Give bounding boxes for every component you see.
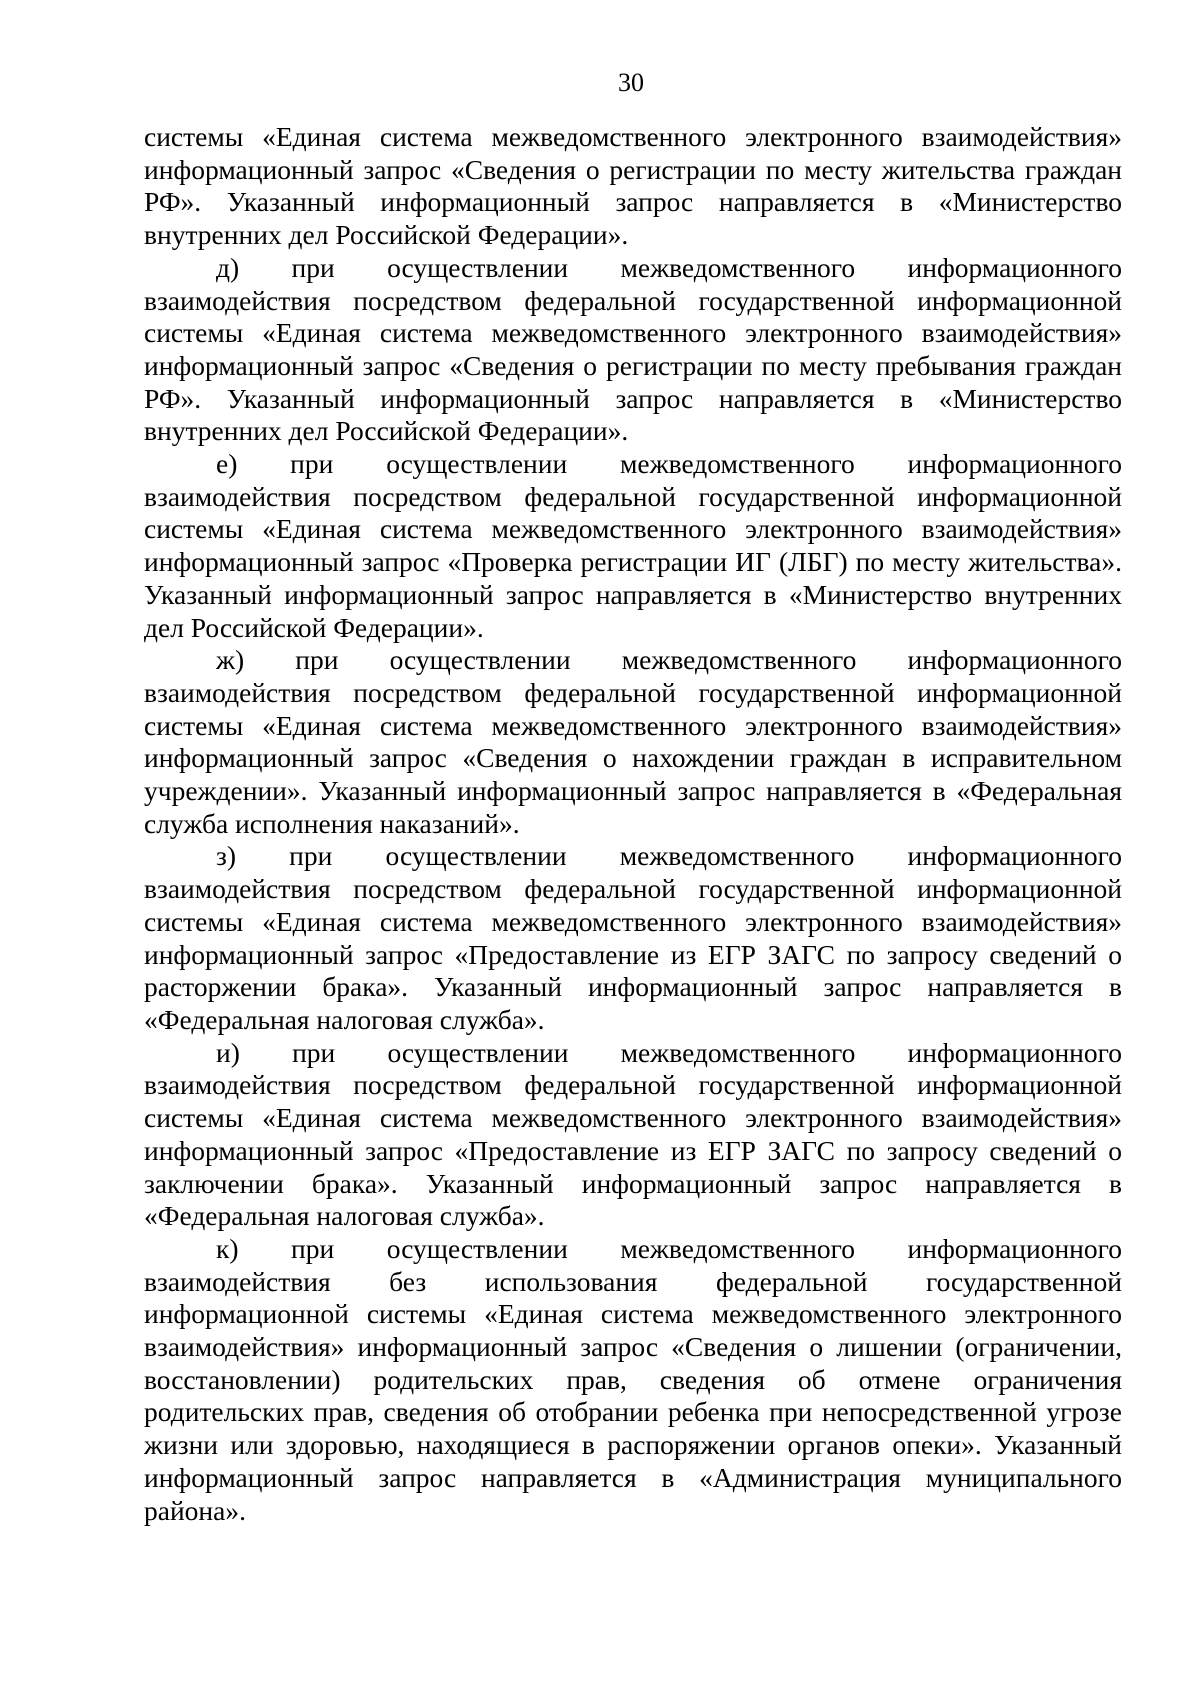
document-body (144, 121, 1122, 1527)
paragraph-item-k: к) при осуществлении межведомственного информационного взаимодействия без использования федеральной государственной информационной системы «Единая система межведомственного электронного взаимодействия» информационный запрос «Сведения о лишении (ограничении, восстановлении) родительских прав, сведения об отмене ограничения родительских прав, сведения об отобрании ребенка при непосредственной угрозе жизни или здоровью, находящиеся в распоряжении органов опеки». Указанный информационный запрос направляется в «Администрация муниципального района». (144, 1232, 1122, 1526)
paragraph-item-z: з) при осуществлении межведомственного информационного взаимодействия посредством федеральной государственной информационной системы «Единая система межведомственного электронного взаимодействия» информационный запрос «Предоставление из ЕГР ЗАГС по запросу сведений о расторжении брака». Указанный информационный запрос направляется в «Федеральная налоговая служба». (144, 840, 1122, 1035)
paragraph-item-e: е) при осуществлении межведомственного информационного взаимодействия посредством федеральной государственной информационной системы «Единая система межведомственного электронного взаимодействия» информационный запрос «Проверка регистрации ИГ (ЛБГ) по месту жительства». Указанный информационный запрос направляется в «Министерство внутренних дел Российской Федерации». (144, 448, 1122, 643)
page-number: 30 (618, 68, 644, 97)
paragraph-item-zh: ж) при осуществлении межведомственного информационного взаимодействия посредством федеральной государственной информационной системы «Единая система межведомственного электронного взаимодействия» информационный запрос «Сведения о нахождении граждан в исправительном учреждении». Указанный информационный запрос направляется в «Федеральная служба исполнения наказаний». (144, 644, 1122, 839)
paragraph-item-d: д) при осуществлении межведомственного информационного взаимодействия посредством федеральной государственной информационной системы «Единая система межведомственного электронного взаимодействия» информационный запрос «Сведения о регистрации по месту пребывания граждан РФ». Указанный информационный запрос направляется в «Министерство внутренних дел Российской Федерации». (144, 251, 1122, 447)
paragraph-continuation: системы «Единая система межведомственного электронного взаимодействия» информационный запрос «Сведения о регистрации по месту жительства граждан РФ». Указанный информационный запрос направляется в «Министерство внутренних дел Российской Федерации». (144, 121, 1122, 251)
paragraph-item-i: и) при осуществлении межведомственного информационного взаимодействия посредством федеральной государственной информационной системы «Единая система межведомственного электронного взаимодействия» информационный запрос «Предоставление из ЕГР ЗАГС по запросу сведений о заключении брака». Указанный информационный запрос направляется в «Федеральная налоговая служба». (144, 1036, 1122, 1232)
